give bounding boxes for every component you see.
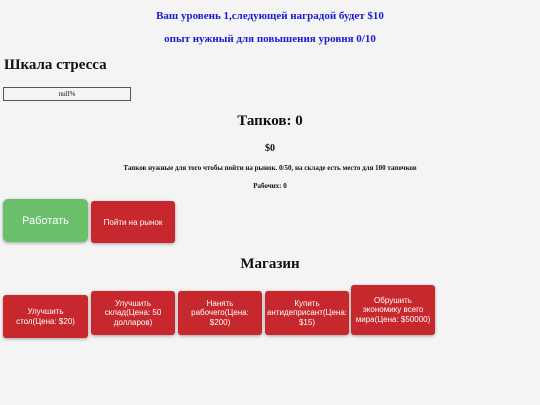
buy-antidepressant-button[interactable]: Купить антидеприсант(Цена: $15) bbox=[265, 291, 349, 335]
stress-title: Шкала стресса bbox=[4, 57, 107, 73]
level-info: Ваш уровень 1,следующей наградой будет $10 bbox=[156, 10, 384, 22]
xp-info: опыт нужный для повышения уровня 0/10 bbox=[164, 33, 376, 45]
work-button[interactable]: Работать bbox=[3, 199, 88, 242]
crash-economy-button[interactable]: Обрушить экономику всего мира(Цена: $50000) bbox=[351, 285, 435, 335]
workers-count: Рабочих: 0 bbox=[253, 182, 287, 190]
shop-title: Магазин bbox=[240, 256, 300, 272]
stress-bar-label: null% bbox=[58, 90, 76, 98]
upgrade-table-button[interactable]: Улучшить стол(Цена: $20) bbox=[3, 295, 88, 338]
hire-worker-button[interactable]: Нанять рабочего(Цена: $200) bbox=[178, 291, 262, 335]
market-requirement-note: Тапков нужные для того чтобы пойти на рынок. 0/50, на складе есть место для 100 тапочков bbox=[123, 164, 417, 172]
slippers-count: Тапков: 0 bbox=[237, 113, 303, 129]
stress-bar bbox=[3, 87, 131, 101]
money-amount: $0 bbox=[265, 143, 275, 154]
upgrade-warehouse-button[interactable]: Улучшить склад(Цена: 50 долларов) bbox=[91, 291, 175, 335]
go-to-market-button[interactable]: Пойти на рынок bbox=[91, 201, 175, 243]
